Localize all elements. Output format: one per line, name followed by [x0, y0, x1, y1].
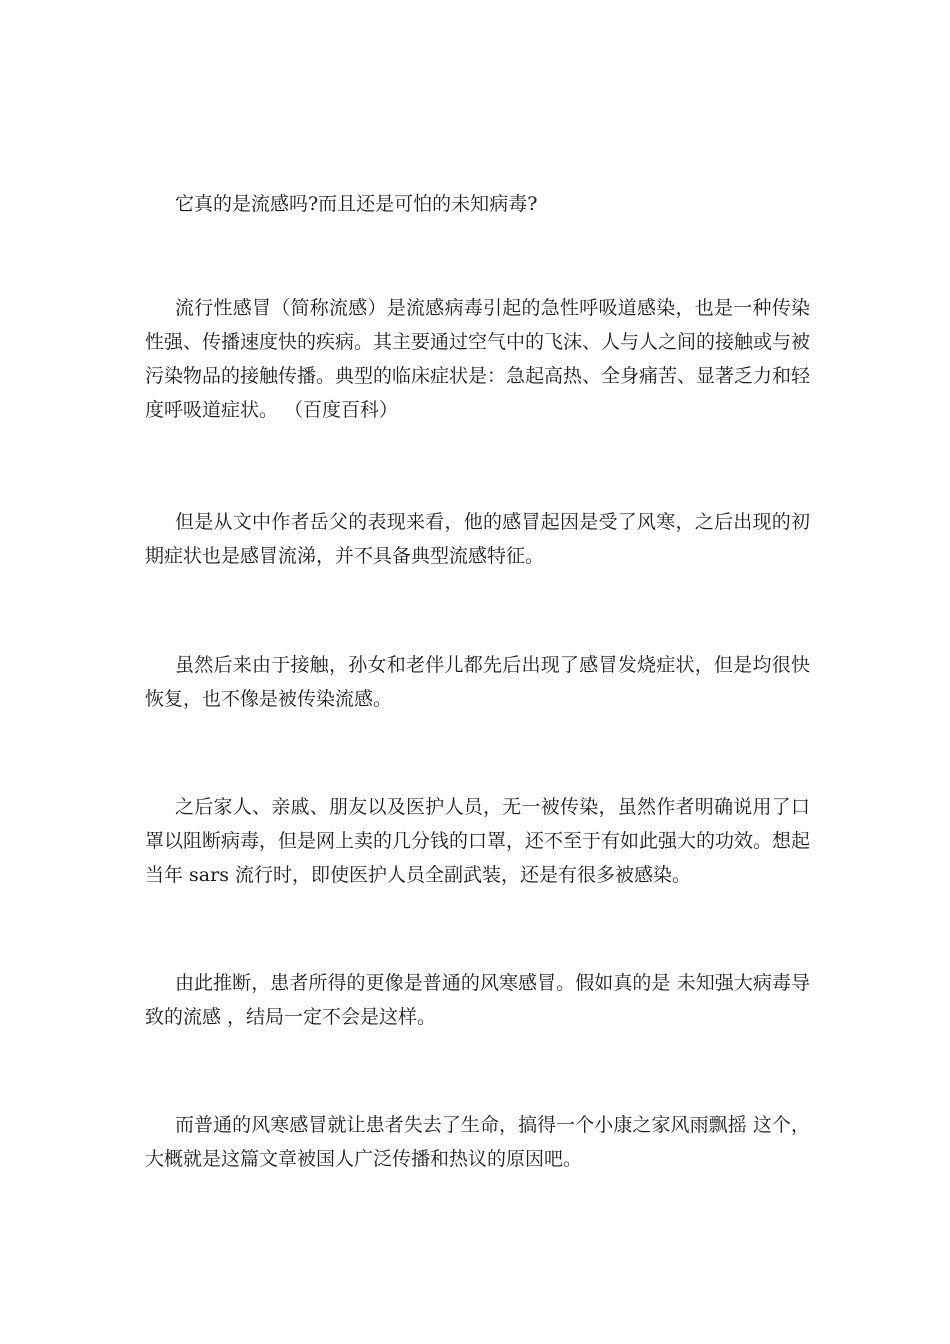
paragraph-father-in-law-symptoms: 但是从文中作者岳父的表现来看，他的感冒起因是受了风寒，之后出现的初期症状也是感冒流涕，并不具备典型流感特征。 — [145, 511, 810, 567]
paragraph-conclusion: 而普通的风寒感冒就让患者失去了生命，搞得一个小康之家风雨飘摇 这个，大概就是这篇文章被国人广泛传播和热议的原因吧。 — [145, 1114, 810, 1170]
paragraph-no-transmission: 之后家人、亲戚、朋友以及医护人员，无一被传染，虽然作者明确说用了口罩以阻断病毒，但是网上卖的几分钱的口罩，还不至于有如此强大的功效。想起当年 sars 流行时，即使医护人员全副武装，还是有很多被感染。 — [145, 796, 811, 886]
paragraph-question: 它真的是流感吗?而且还是可怕的未知病毒? — [175, 193, 538, 215]
paragraph-family-recovery: 虽然后来由于接触，孙女和老伴儿都先后出现了感冒发烧症状，但是均很快恢复，也不像是被传染流感。 — [145, 654, 810, 710]
paragraph-flu-definition: 流行性感冒（简称流感）是流感病毒引起的急性呼吸道感染，也是一种传染性强、传播速度快的疾病。其主要通过空气中的飞沫、人与人之间的接触或与被污染物品的接触传播。典型的临床症状是：急起高热、全身痛苦、显著乏力和轻度呼吸道症状。 （百度百科） — [145, 297, 811, 421]
paragraph-inference: 由此推断，患者所得的更像是普通的风寒感冒。假如真的是 未知强大病毒导致的流感 ，结局一定不会是这样。 — [145, 972, 810, 1028]
